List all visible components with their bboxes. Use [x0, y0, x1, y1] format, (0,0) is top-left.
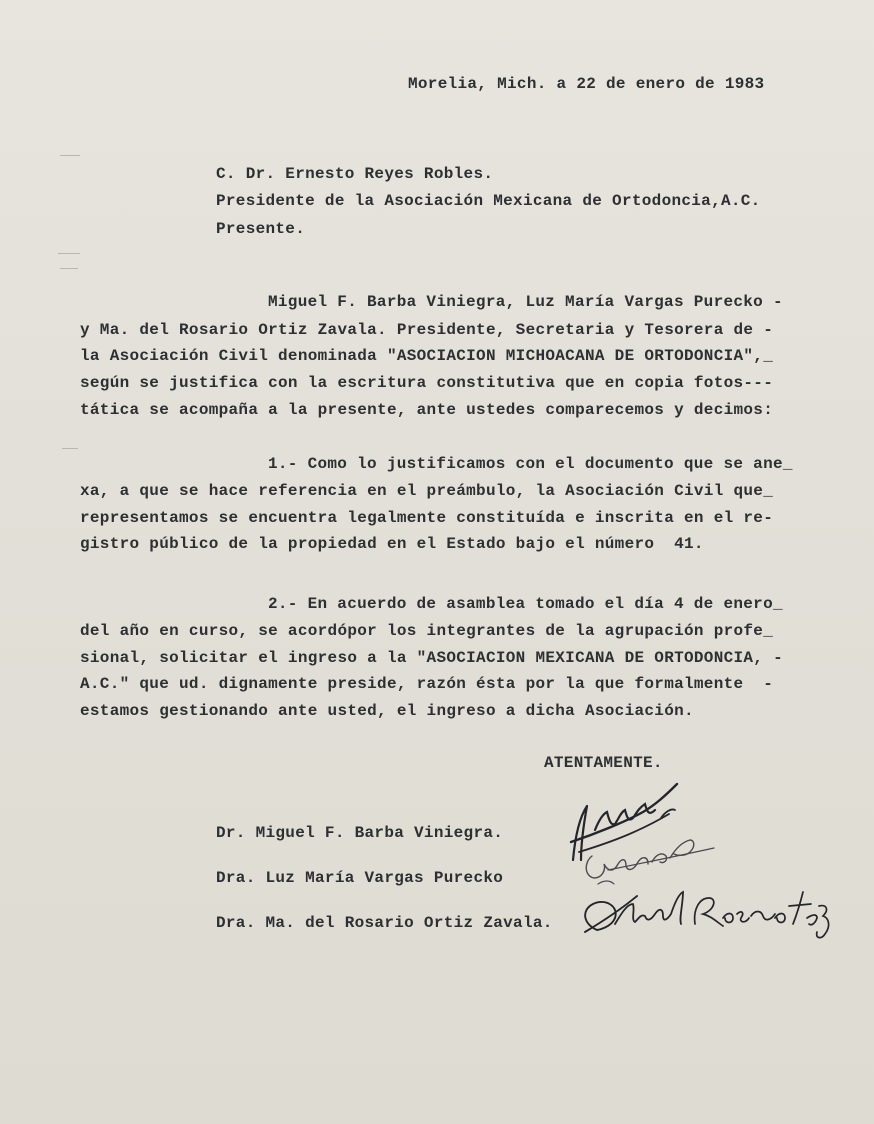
margin-mark: [60, 155, 80, 156]
margin-mark: [58, 253, 80, 254]
margin-mark: [60, 268, 78, 269]
signature-ortiz-icon: [575, 884, 837, 944]
recipient-line: Presente.: [216, 220, 306, 238]
closing: ATENTAMENTE.: [544, 754, 663, 772]
signatory-name: Dra. Ma. del Rosario Ortiz Zavala.: [216, 914, 553, 932]
point1-line: gistro público de la propiedad en el Estado bajo el número 41.: [80, 535, 704, 553]
point1-line: representamos se encuentra legalmente constituída e inscrita en el re-: [80, 509, 774, 527]
point2-line: A.C." que ud. dignamente preside, razón ésta por la que formalmente -: [80, 675, 774, 693]
intro-line: la Asociación Civil denominada "ASOCIACION MICHOACANA DE ORTODONCIA",_: [80, 347, 774, 365]
recipient-line: Presidente de la Asociación Mexicana de Ortodoncia,A.C.: [216, 192, 761, 210]
point2-line: 2.- En acuerdo de asamblea tomado el día 4 de enero_: [268, 595, 783, 613]
intro-line: según se justifica con la escritura constitutiva que en copia fotos---: [80, 374, 774, 392]
intro-line: y Ma. del Rosario Ortiz Zavala. Presidente, Secretaria y Tesorera de -: [80, 321, 774, 339]
signatory-name: Dra. Luz María Vargas Purecko: [216, 869, 504, 887]
point2-line: estamos gestionando ante usted, el ingreso a dicha Asociación.: [80, 702, 694, 720]
place-date: Morelia, Mich. a 22 de enero de 1983: [408, 75, 765, 93]
point2-line: del año en curso, se acordópor los integrantes de la agrupación profe_: [80, 622, 774, 640]
recipient-line: C. Dr. Ernesto Reyes Robles.: [216, 165, 494, 183]
intro-line: tática se acompaña a la presente, ante ustedes comparecemos y decimos:: [80, 401, 774, 419]
point2-line: sional, solicitar el ingreso a la "ASOCIACION MEXICANA DE ORTODONCIA, -: [80, 649, 784, 667]
intro-line: Miguel F. Barba Viniegra, Luz María Vargas Purecko -: [268, 293, 783, 311]
margin-mark: [62, 448, 78, 449]
signatory-name: Dr. Miguel F. Barba Viniegra.: [216, 824, 504, 842]
point1-line: xa, a que se hace referencia en el preámbulo, la Asociación Civil que_: [80, 482, 774, 500]
point1-line: 1.- Como lo justificamos con el documento que se ane_: [268, 455, 793, 473]
